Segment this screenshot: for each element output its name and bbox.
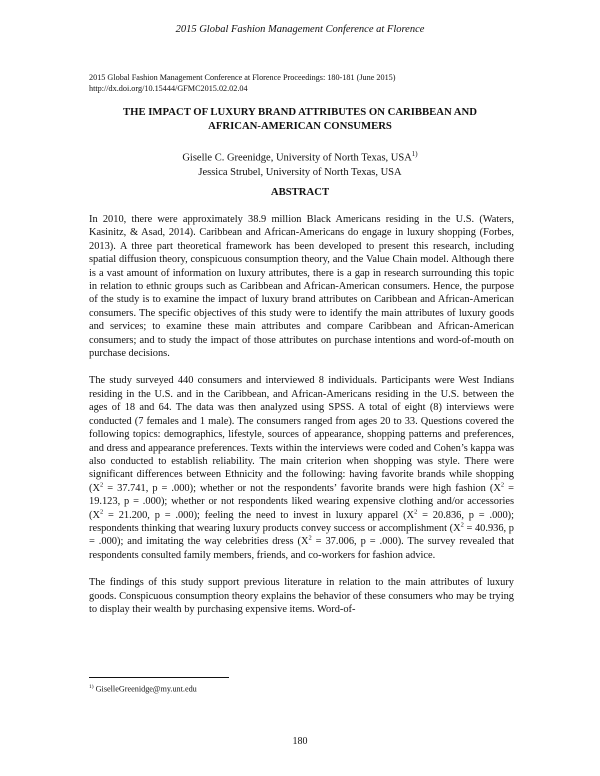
chi-square-superscript: 2 xyxy=(500,481,505,489)
citation-block xyxy=(89,72,519,94)
author-list xyxy=(70,147,530,180)
author-1-footnote-mark: 1) xyxy=(411,150,418,158)
chi-square-superscript: 2 xyxy=(460,521,464,529)
doi-link[interactable]: http://dx.doi.org/10.15444/GFMC2015.02.02.04 xyxy=(89,84,248,93)
author-1 xyxy=(70,147,530,166)
paragraph-2-text: = 21.200, p = .000); feeling the need to invest in luxury apparel (X xyxy=(103,509,415,521)
paragraph-2-text: = 37.006, p = .000). The survey revealed that respondents consulted family members, friends, and co-workers for fashion advice. xyxy=(89,536,514,561)
abstract-body xyxy=(89,213,514,630)
paragraph-2-text: The study surveyed 440 consumers and interviewed 8 individuals. Participants were West Indians residing in the U.S. and in the Caribbean, and African-Americans residing in the U.S. between the ages of 18 and 64. The data was then analyzed using SPSS. A total of eight (8) interviews were conducted (7 females and 1 male). The consumers ranged from ages 20 to 33. Questions covered the following topics: demographics, lifestyle, sources of appearance, shopping patterns and preferences, and dress and appearance preferences. Texts within the interviews were coded and Cohen’s kappa was also conducted to establish reliability. The main criterion when shopping was style. There were significant differences between Ethnicity and the following: having favorite brands while shopping (X xyxy=(89,375,514,494)
author-2 xyxy=(70,166,530,180)
chi-square-superscript: 2 xyxy=(414,508,418,516)
paragraph-2-text: = 37.741, p = .000); whether or not the respondents’ favorite brands were high fashion (X xyxy=(103,482,501,494)
footnote xyxy=(89,684,519,694)
page-number: 180 xyxy=(292,736,308,747)
paragraph-2-text: = 19.123, p = .000); whether or not respondents liked wearing expensive clothing and/or accessories (X xyxy=(89,482,514,521)
paragraph-3: The findings of this study support previous literature in relation to the main attributes of luxury goods. Conspicuous consumption theory explains the behavior of these consumers who may be trying to display their wealth by purchasing expensive items. Word-of- xyxy=(89,577,514,615)
author-1-affiliation: Giselle C. Greenidge, University of North Texas, USA xyxy=(182,152,412,164)
chi-square-superscript: 2 xyxy=(99,481,104,489)
running-head: 2015 Global Fashion Management Conference at Florence xyxy=(175,24,425,35)
abstract-heading: ABSTRACT xyxy=(270,186,330,198)
title-line-2: AFRICAN-AMERICAN CONSUMERS xyxy=(208,120,392,132)
footnote-mark: 1) xyxy=(89,684,94,690)
author-2-affiliation: Jessica Strubel, University of North Texas, USA xyxy=(198,166,402,178)
paragraph-2-text: = 20.836, p = .000); respondents thinking that wearing luxury products convey success or accomplishment (X xyxy=(89,509,515,534)
proceedings-citation: 2015 Global Fashion Management Conference at Florence Proceedings: 180-181 (June 2015) xyxy=(89,73,396,82)
paragraph-2-text: = 40.936, p = .000); and imitating the way celebrities dress (X xyxy=(89,522,514,548)
paper-title xyxy=(70,105,530,133)
paragraph-1: In 2010, there were approximately 38.9 million Black Americans residing in the U.S. (Waters, Kasinitz, & Asad, 2014). Caribbean and African-Americans do engage in luxury shopping (Forbes, 2013). A three part theoretical framework has been developed to present this research, including spatial diffusion theory, conspicuous consumption theory, and the Value Chain model. Although there is a vast amount of information on luxury attributes, there is a gap in research surrounding this topic in relation to ethnic groups such as Caribbean and African-American consumers. Hence, the purpose of the study is to examine the impact of luxury brand attributes on Caribbean and African-American consumers. The specific objectives of this study were to identify the main attributes of luxury goods and services; to examine these main attributes and compare Caribbean and African-American consumers; and to study the impact of those attributes on purchase intentions and word-of-mouth on purchase decisions. xyxy=(89,214,514,360)
chi-square-superscript: 2 xyxy=(99,508,104,516)
title-line-1: THE IMPACT OF LUXURY BRAND ATTRIBUTES ON CARIBBEAN AND xyxy=(123,106,477,118)
footnote-divider xyxy=(89,677,229,678)
chi-square-superscript: 2 xyxy=(308,534,312,542)
footnote-email[interactable]: GiselleGreenidge@my.unt.edu xyxy=(95,684,197,694)
paragraph-2 xyxy=(89,374,514,562)
